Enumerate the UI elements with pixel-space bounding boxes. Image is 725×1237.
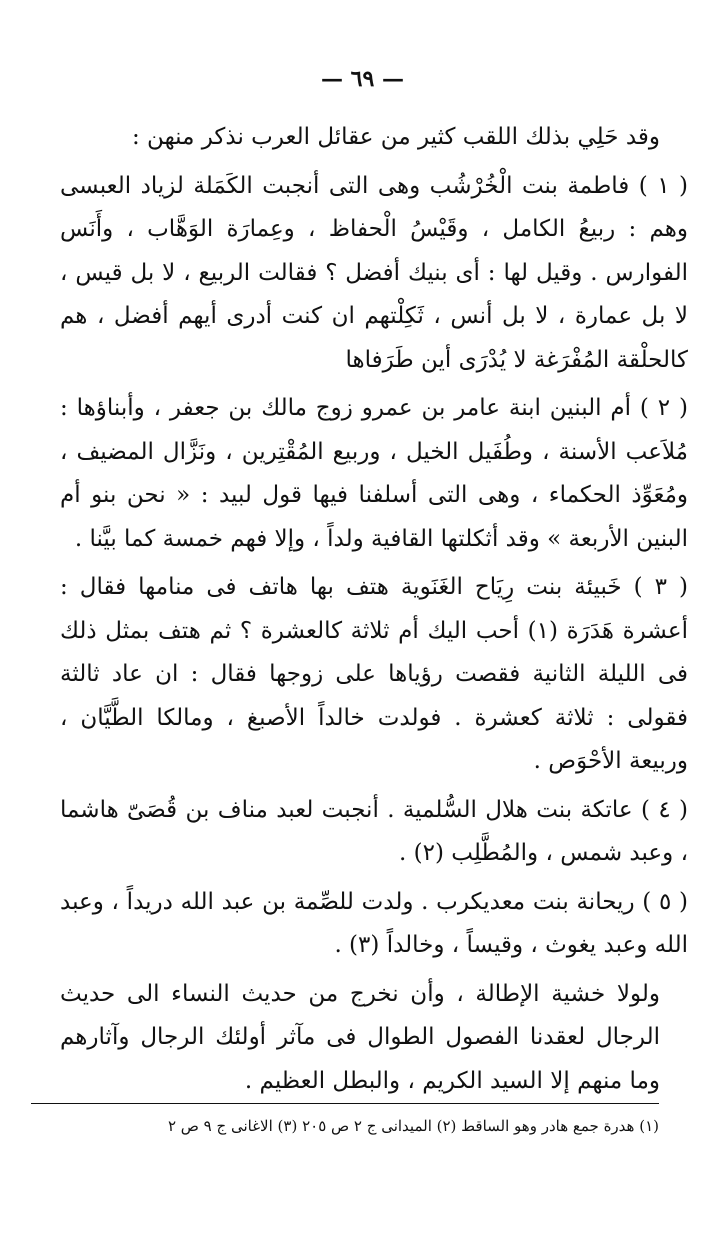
item-paragraph-2: ( ٢ ) أم البنين ابنة عامر بن عمرو زوج مالك بن جعفر ، وأبناؤها : مُلاَعب الأسنة ، وطُفَيل الخيل ، وربيع المُقْتِرين ، ونَزَّال المضيف ، ومُعَوِّذ الحكماء ، وهى التى أسلفنا فيها قول لبيد : « نحن بنو أم البنين الأربعة » وقد أثكلتها القافية ولداً ، وإلا فهم خمسة كما بيَّنا . <box>60 395 688 552</box>
body-text <box>60 116 688 1108</box>
intro-paragraph: وقد حَلِي بذلك اللقب كثير من عقائل العرب نذكر منهن : <box>132 124 660 150</box>
footnote-divider <box>31 1103 659 1104</box>
item-paragraph-4: ( ٤ ) عاتكة بنت هلال السُّلمية . أنجبت لعبد مناف بن قُصَىّ هاشما ، وعبد شمس ، والمُطَّلِب (٢) . <box>60 796 688 866</box>
footnotes: (١) هدرة جمع هادر وهو الساقط (٢) الميدانى ج ٢ ص ٢٠٥ (٣) الاغانى ج ٩ ص ٢ <box>167 1117 659 1135</box>
page-number: — ٦٩ — <box>321 66 404 92</box>
item-paragraph-1: ( ١ ) فاطمة بنت الْخُرْشُب وهى التى أنجبت الكَمَلة لزياد العبسى وهم : ربيعُ الكامل ، وقَيْسُ الْحفاظ ، وعِمارَة الوَهَّاب ، وأَنَس الفوارس . وقيل لها : أى بنيك أفضل ؟ فقالت الربيع ، لا بل قيس ، لا بل عمارة ، لا بل أنس ، ثَكِلْتهم ان كنت أدرى أيهم أفضل ، هم كالحلْقة المُفْرَغة لا يُدْرَى أين طَرَفاها <box>60 172 688 373</box>
item-paragraph-3: ( ٣ ) خَبيئة بنت رِيَاح الغَنَوية هتف بها هاتف فى منامها فقال : أعشرة هَدَرَة (١) أحب اليك أم ثلاثة كالعشرة ؟ ثم هتف بمثل ذلك فى الليلة الثانية فقصت رؤياها على زوجها فقال : ان عاد ثالثة فقولى : ثلاثة كعشرة . فولدت خالداً الأصبغ ، ومالكا الطَّيَّان ، وربيعة الأحْوَص . <box>60 574 688 774</box>
closing-paragraph: ولولا خشية الإطالة ، وأن نخرج من حديث النساء الى حديث الرجال لعقدنا الفصول الطوال فى مآثر أولئك الرجال وآثارهم وما منهم إلا السيد الكريم ، والبطل العظيم . <box>60 980 660 1094</box>
item-paragraph-5: ( ٥ ) ريحانة بنت معديكرب . ولدت للصِّمة بن عبد الله دريداً ، وعبد الله وعبد يغوث ، وقيساً ، وخالداً (٣) . <box>60 888 688 958</box>
